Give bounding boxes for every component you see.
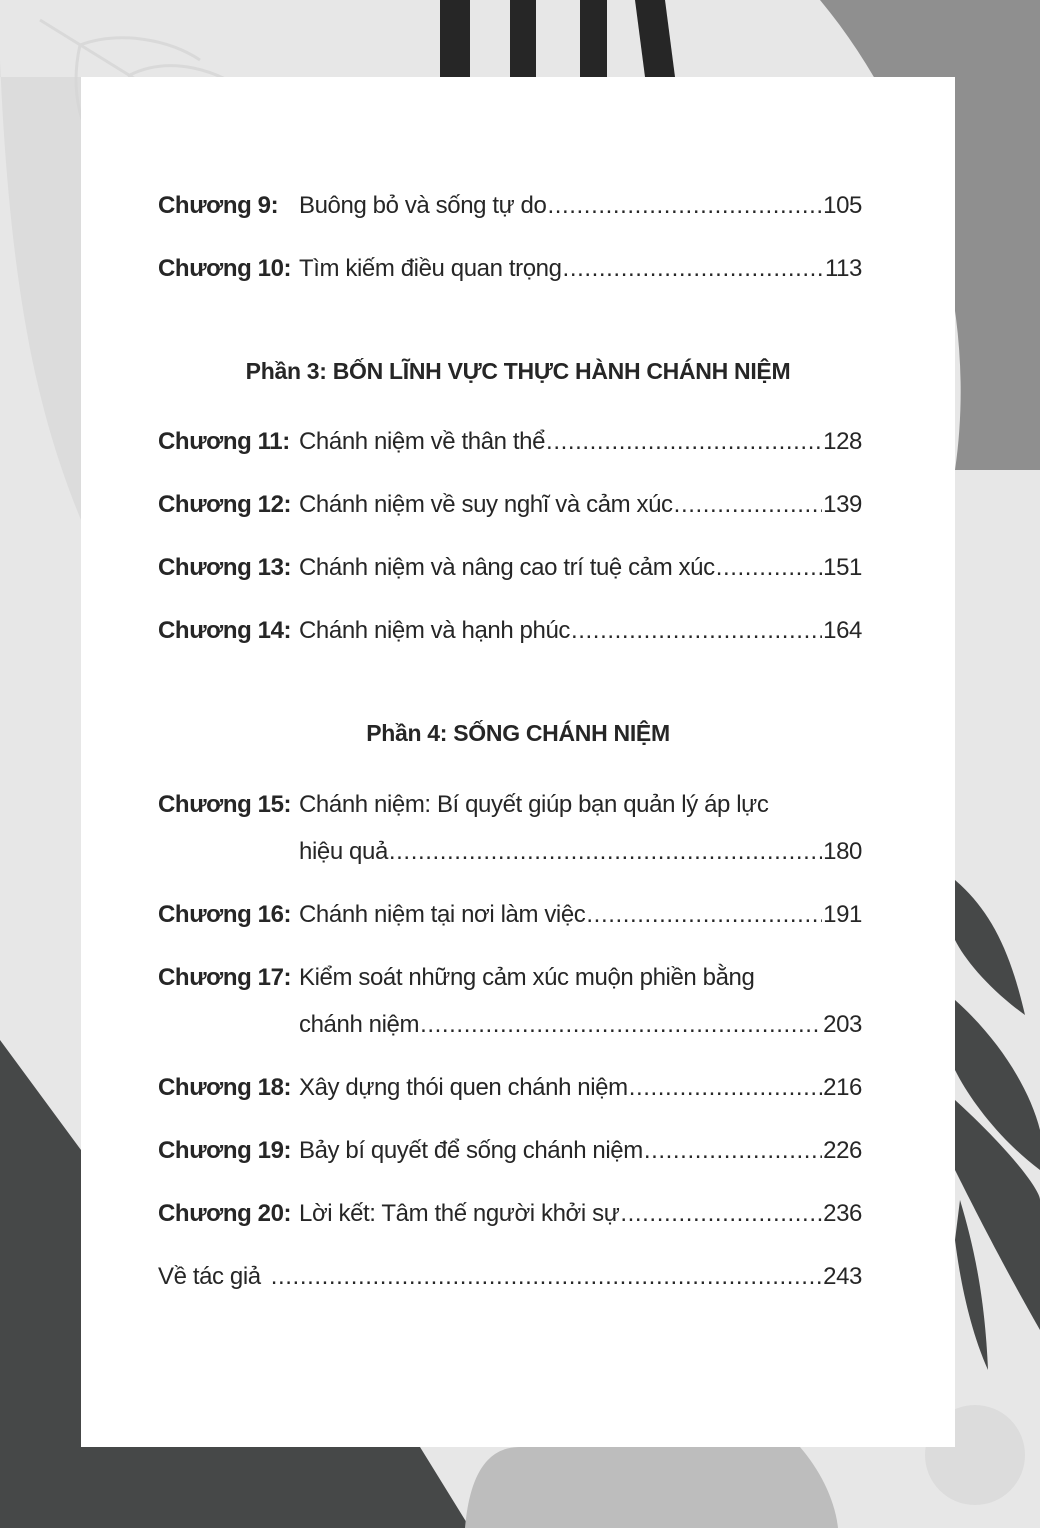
dot-leader xyxy=(547,191,822,221)
chapter-label: Chương 19: xyxy=(158,1137,292,1164)
toc-entry-chapter-19[interactable] xyxy=(158,1136,862,1166)
page-number: 203 xyxy=(823,1011,862,1038)
chapter-label: Chương 15: xyxy=(158,791,292,818)
page-number: 113 xyxy=(824,255,862,282)
toc-entry-chapter-18[interactable] xyxy=(158,1073,862,1103)
toc-entry-chapter-20[interactable] xyxy=(158,1199,862,1229)
black-stripe xyxy=(440,0,470,77)
toc-entry-chapter-16[interactable] xyxy=(158,900,862,930)
part-3-heading: Phần 3: BỐN LĨNH VỰC THỰC HÀNH CHÁNH NIỆM xyxy=(245,358,791,384)
page-number: 105 xyxy=(823,192,862,219)
toc-entry-chapter-15-cont[interactable] xyxy=(299,837,862,867)
page-number: 151 xyxy=(823,554,862,581)
chapter-label: Chương 9: xyxy=(158,192,279,219)
dot-leader xyxy=(644,1136,822,1166)
toc-entry-chapter-14[interactable] xyxy=(158,616,862,646)
chapter-title: Chánh niệm về thân thể xyxy=(299,428,546,455)
toc-entry-chapter-9[interactable] xyxy=(158,191,862,221)
toc-entry-chapter-15[interactable] xyxy=(158,790,862,820)
toc-entry-chapter-13[interactable] xyxy=(158,553,862,583)
page-number: 180 xyxy=(823,838,862,865)
dot-leader xyxy=(389,837,822,867)
black-stripe xyxy=(510,0,536,77)
entry-title: Về tác giả xyxy=(158,1263,261,1290)
dot-leader xyxy=(620,1199,822,1229)
dot-leader xyxy=(271,1262,822,1292)
page-number: 128 xyxy=(823,428,862,455)
black-stripe xyxy=(580,0,607,77)
dot-leader xyxy=(674,490,822,520)
chapter-title: Lời kết: Tâm thế người khởi sự xyxy=(299,1200,620,1227)
toc-entry-chapter-10[interactable] xyxy=(158,254,862,284)
page-number: 216 xyxy=(823,1074,862,1101)
chapter-title: Chánh niệm về suy nghĩ và cảm xúc xyxy=(299,491,673,518)
toc-entry-chapter-17[interactable] xyxy=(158,963,862,993)
chapter-label: Chương 13: xyxy=(158,554,292,581)
chapter-label: Chương 11: xyxy=(158,428,290,455)
chapter-label: Chương 17: xyxy=(158,964,292,991)
chapter-title: Bảy bí quyết để sống chánh niệm xyxy=(299,1137,643,1164)
toc-entry-about-author[interactable] xyxy=(158,1262,862,1292)
dot-leader xyxy=(716,553,822,583)
toc-entry-chapter-17-cont[interactable] xyxy=(299,1010,862,1040)
chapter-title: Buông bỏ và sống tự do xyxy=(299,192,547,219)
chapter-title: Xây dựng thói quen chánh niệm xyxy=(299,1074,628,1101)
chapter-label: Chương 20: xyxy=(158,1200,292,1227)
chapter-title: Chánh niệm: Bí quyết giúp bạn quản lý áp lực xyxy=(299,791,769,818)
chapter-label: Chương 10: xyxy=(158,255,292,282)
page-number: 226 xyxy=(823,1137,862,1164)
chapter-title-continued: hiệu quả xyxy=(299,838,388,865)
dot-leader xyxy=(563,254,824,284)
part-4-heading: Phần 4: SỐNG CHÁNH NIỆM xyxy=(366,720,670,746)
chapter-title-continued: chánh niệm xyxy=(299,1011,420,1038)
chapter-label: Chương 16: xyxy=(158,901,292,928)
chapter-title: Chánh niệm và nâng cao trí tuệ cảm xúc xyxy=(299,554,715,581)
dot-leader xyxy=(420,1010,822,1040)
dot-leader xyxy=(586,900,822,930)
chapter-label: Chương 12: xyxy=(158,491,292,518)
chapter-title: Chánh niệm và hạnh phúc xyxy=(299,617,570,644)
page-number: 164 xyxy=(823,617,862,644)
leaf-icon xyxy=(955,880,1025,1015)
dot-leader xyxy=(546,427,822,457)
page-number: 236 xyxy=(823,1200,862,1227)
black-stripe xyxy=(635,0,675,77)
page-number: 139 xyxy=(823,491,862,518)
toc-entry-chapter-11[interactable] xyxy=(158,427,862,457)
light-semicircle-shape xyxy=(465,1447,838,1528)
toc-entry-chapter-12[interactable] xyxy=(158,490,862,520)
page-number: 191 xyxy=(823,901,862,928)
chapter-title: Tìm kiếm điều quan trọng xyxy=(299,255,562,282)
page-number: 243 xyxy=(823,1263,862,1290)
chapter-title: Kiểm soát những cảm xúc muộn phiền bằng xyxy=(299,964,755,991)
dot-leader xyxy=(571,616,822,646)
chapter-label: Chương 14: xyxy=(158,617,292,644)
chapter-label: Chương 18: xyxy=(158,1074,292,1101)
light-arc-shape xyxy=(0,60,81,520)
chapter-title: Chánh niệm tại nơi làm việc xyxy=(299,901,586,928)
dot-leader xyxy=(629,1073,822,1103)
leaf-icon xyxy=(955,1200,988,1370)
